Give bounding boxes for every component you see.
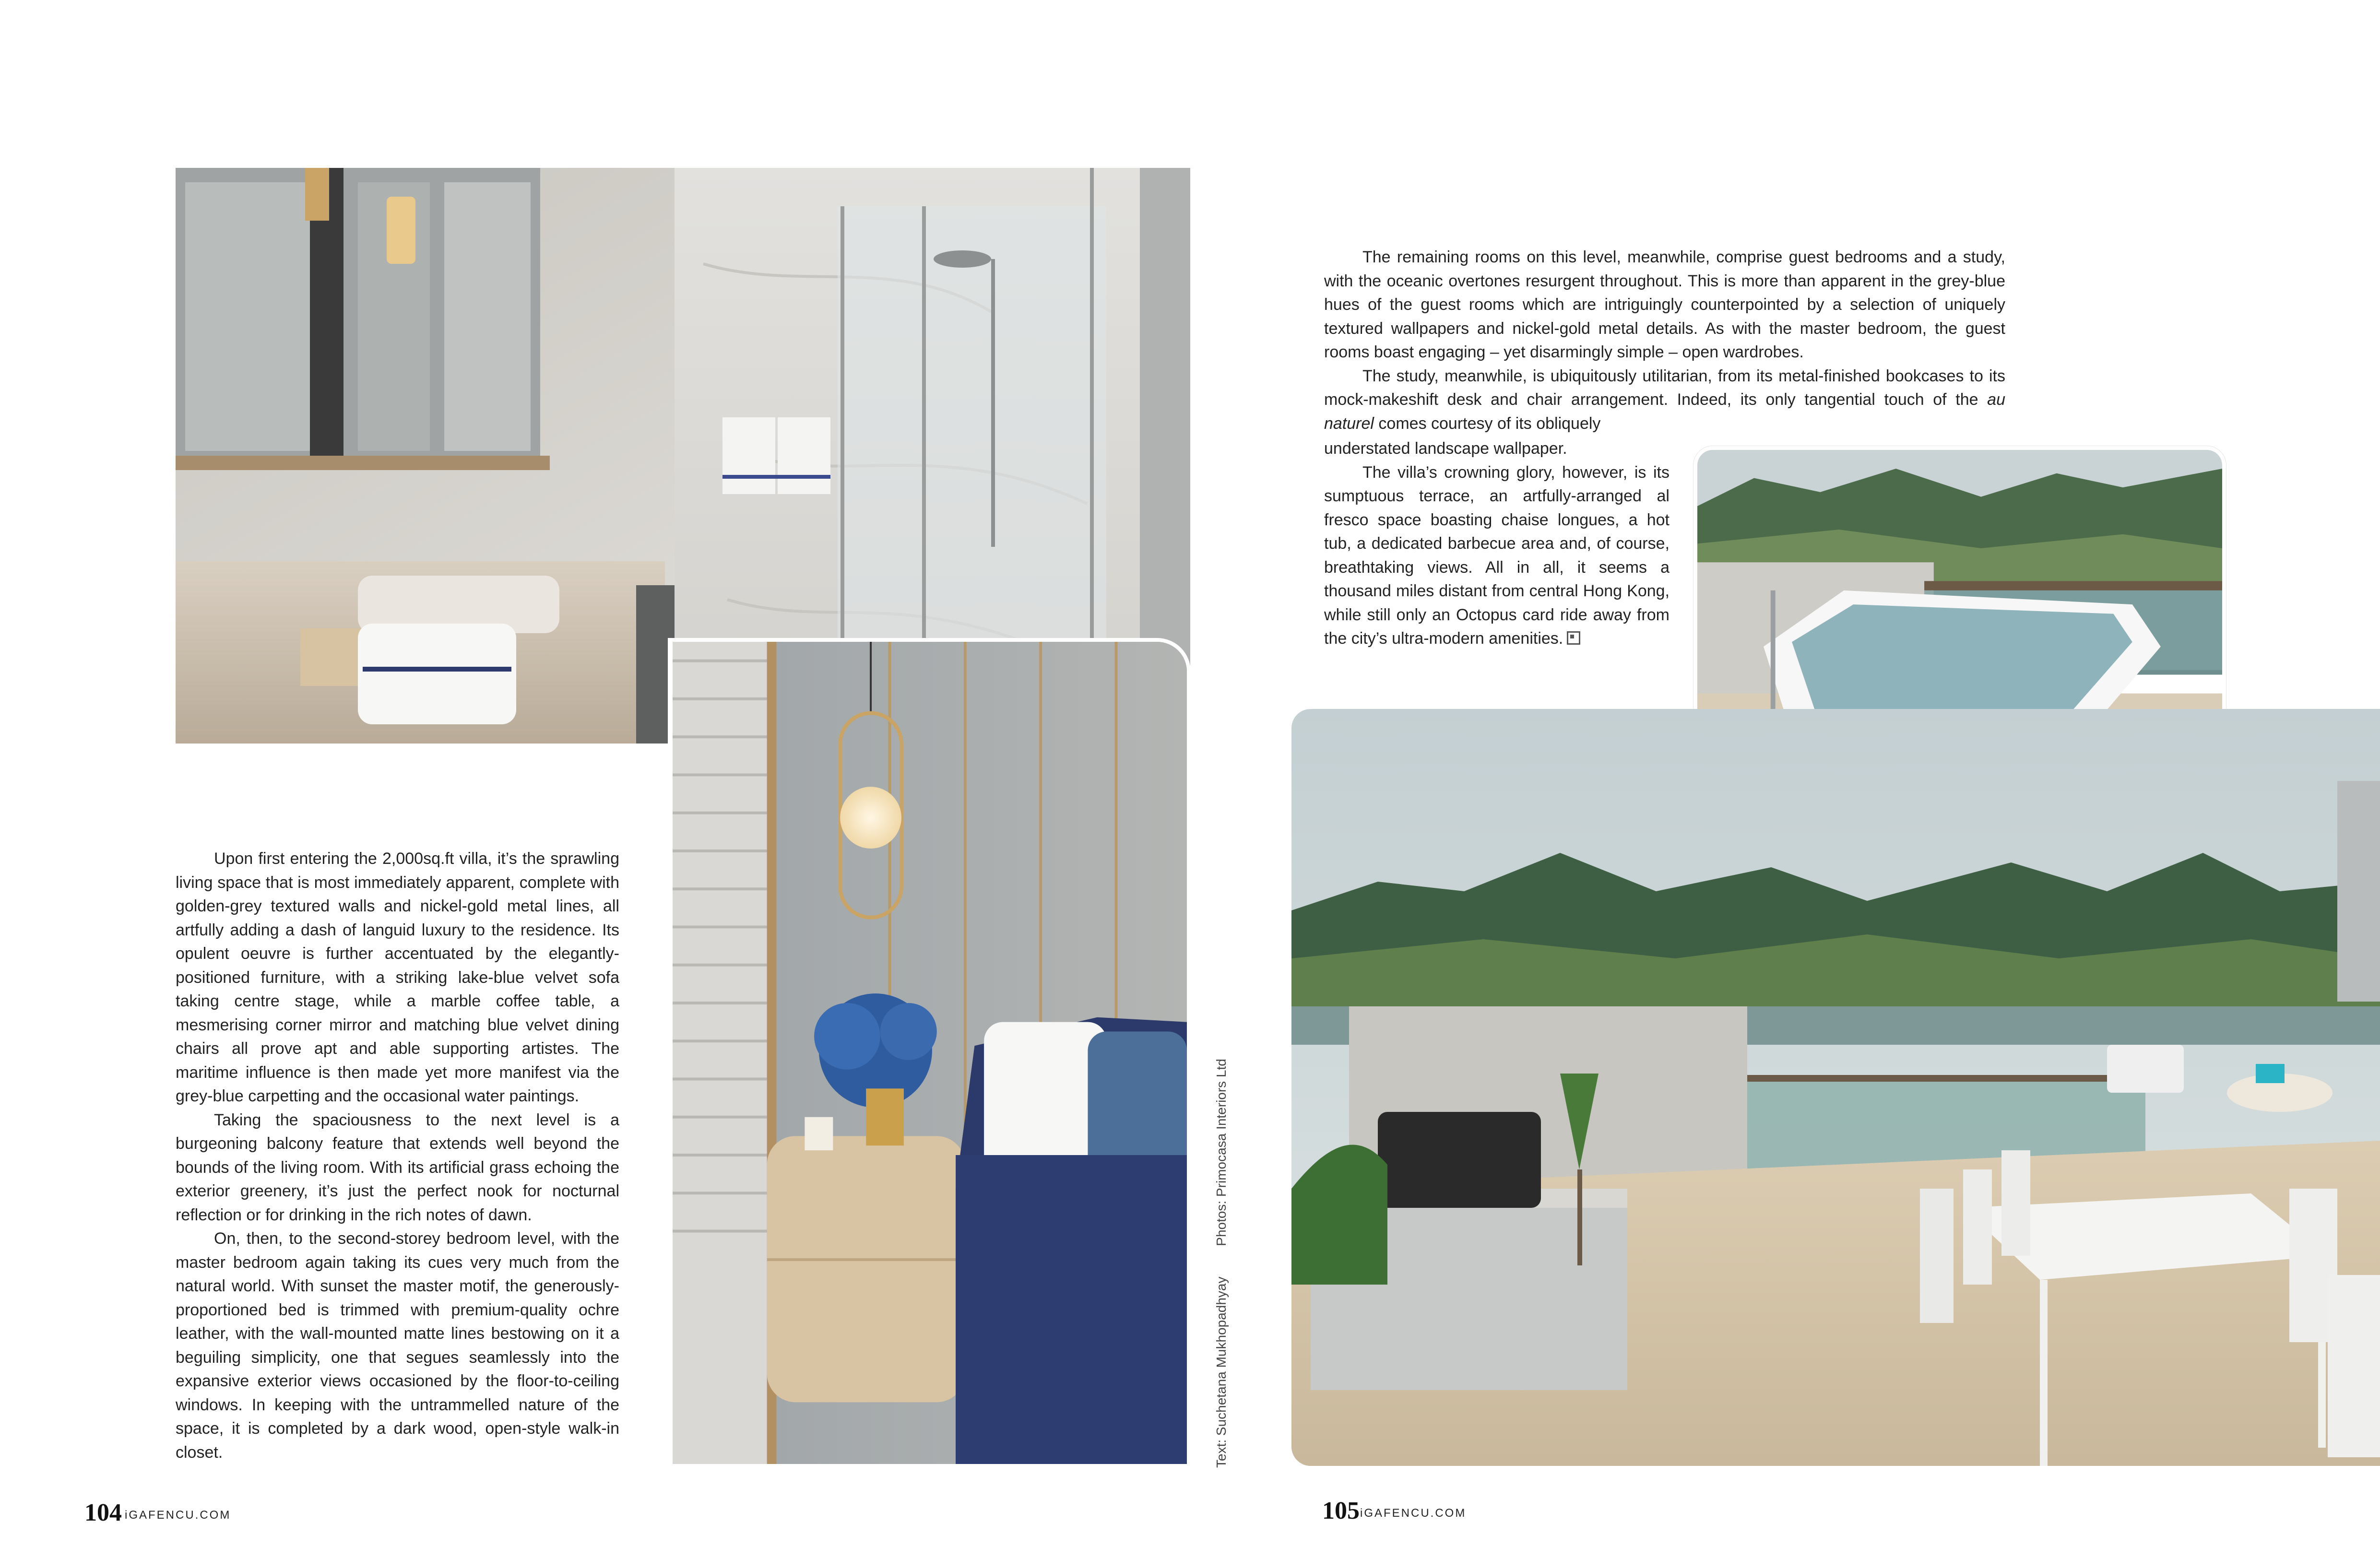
- au-naturel-italic: au naturel: [1324, 390, 2005, 433]
- left-paragraph-2: Taking the spaciousness to the next level is a burgeoning balcony feature that extends well beyond the bounds of the living room. With its artificial grass echoing the exterior greenery, it’s just the perfect nook for nocturnal reflection or for drinking in the rich notes of dawn.: [176, 1110, 619, 1224]
- end-mark-icon: [1567, 631, 1580, 645]
- bedroom-photo: [668, 638, 1191, 1468]
- left-paragraph-1: Upon first entering the 2,000sq.ft villa, it’s the sprawling living space that is most immediately apparent, complete with golden-grey textured walls and nickel-gold metal lines, all artfully adding a dash of languid luxury to the residence. Its opulent oeuvre is further accentuated by the elegantly-positioned furniture, with a striking lake-blue velvet sofa taking centre stage, while a marble coffee table, a mesmerising corner mirror and matching blue velvet dining chairs all prove apt and able supporting artistes. The maritime influence is then made yet more manifest via the grey-blue carpetting and the occasional water paintings.: [176, 850, 619, 1105]
- photo-credit: Photos: Primocasa Interiors Ltd: [1214, 1059, 1229, 1246]
- right-paragraph-2-end: understated landscape wallpaper.: [1324, 439, 1567, 458]
- right-top-text: [1324, 246, 2005, 436]
- left-page-number: 104: [84, 1499, 122, 1526]
- right-narrow-text: [1324, 437, 1670, 651]
- right-paragraph-2-start: The study, meanwhile, is ubiquitously utilitarian, from its metal-finished bookcases to its mock-makeshift desk and chair arrangement. Indeed, its only tangential touch of the: [1324, 366, 2005, 409]
- right-paragraph-1: The remaining rooms on this level, meanwhile, comprise guest bedrooms and a study, with the oceanic overtones resurgent throughout. This is more than apparent in the grey-blue hues of the guest rooms which are intriguingly counterpointed by a selection of uniquely textured wallpapers and nickel-gold metal details. As with the master bedroom, the guest rooms boast engaging – yet disarmingly simple – open wardrobes.: [1324, 248, 2005, 361]
- left-site-url: iGAFENCU.COM: [125, 1509, 231, 1522]
- right-paragraph-2: [1324, 365, 2005, 436]
- right-site-url: iGAFENCU.COM: [1360, 1507, 1467, 1520]
- left-paragraph-3: On, then, to the second-storey bedroom level, with the master bedroom again taking its cues very much from the natural world. With sunset the master motif, the generously-proportioned bed is trimmed with premium-quality ochre leather, with the wall-mounted matte lines bestowing on it a beguiling simplicity, one that segues seamlessly into the expansive exterior views occasioned by the floor-to-ceiling windows. In keeping with the untrammelled nature of the space, it is completed by a dark wood, open-style walk-in closet.: [176, 1229, 619, 1462]
- left-body-text: [176, 847, 619, 1464]
- text-credit: Text: Suchetana Mukhopadhyay: [1214, 1276, 1229, 1468]
- right-paragraph-3: The villa’s crowning glory, however, is its sumptuous terrace, an artfully-arranged al fresco space boasting chaise longues, a hot tub, a dedicated barbecue area and, of course, breathtaking views. All in all, it seems a thousand miles distant from central Hong Kong, while still only an Octopus card ride away from the city’s ultra-modern amenities.: [1324, 463, 1670, 648]
- right-page-number: 105: [1322, 1497, 1360, 1524]
- terrace-photo: [1291, 709, 2380, 1466]
- photo-credits: [1214, 1059, 1235, 1468]
- right-paragraph-2-mid: comes courtesy of its obliquely: [1378, 414, 1601, 433]
